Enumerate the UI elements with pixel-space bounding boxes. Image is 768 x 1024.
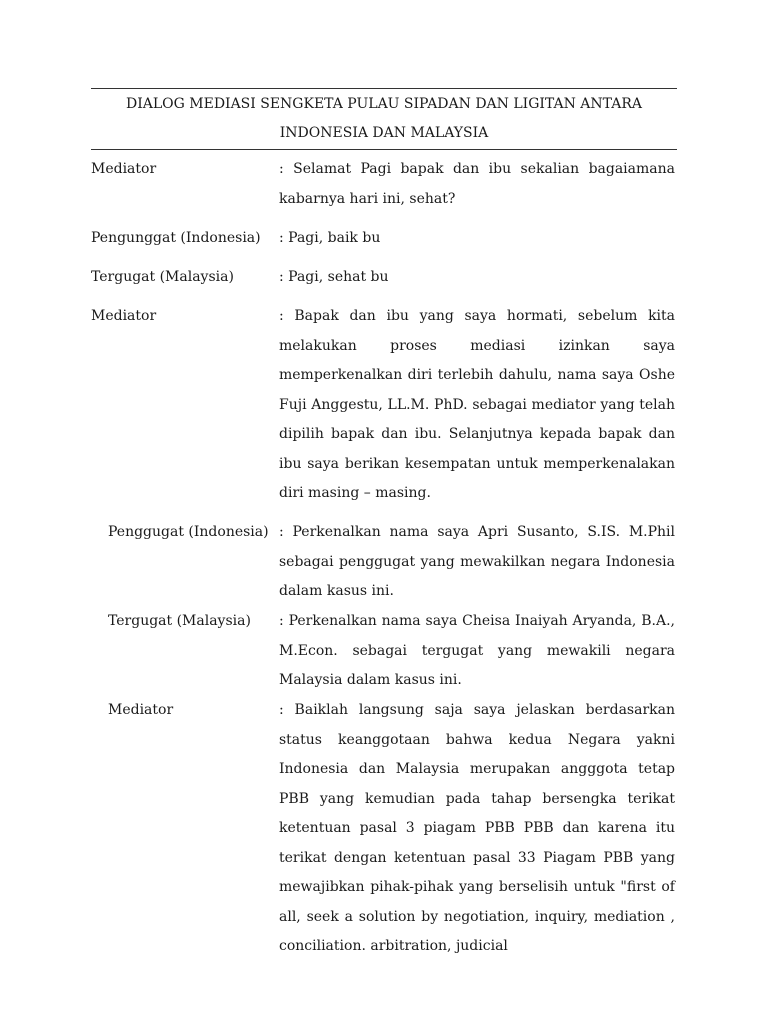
speaker-label: Mediator	[91, 161, 157, 177]
speech-text: : Pagi, baik bu	[279, 230, 381, 246]
title-bottom-rule	[91, 149, 677, 150]
speech-text: : Perkenalkan nama saya Cheisa Inaiyah Aryanda, B.A., M.Econ. sebagai tergugat yang mewakili negara Malaysia dalam kasus ini.	[279, 613, 675, 688]
speaker-label: Mediator	[91, 308, 157, 324]
document-title	[91, 90, 677, 148]
title-top-rule	[91, 88, 677, 89]
speech-text: : Baiklah langsung saja saya jelaskan berdasarkan status keanggotaan bahwa kedua Negara yakni Indonesia dan Malaysia merupakan angggota tetap PBB yang kemudian pada tahap bersengka terikat ketentuan pasal 3 piagam PBB PBB dan karena itu terikat dengan ketentuan pasal 33 Piagam PBB yang mewajibkan pihak-pihak yang berselisih untuk "first of all, seek a solution by negotiation, inquiry, mediation , conciliation. arbitration, judicial	[279, 702, 675, 954]
speech-text: : Selamat Pagi bapak dan ibu sekalian bagaiamana kabarnya hari ini, sehat?	[279, 161, 675, 207]
title-line-2: INDONESIA DAN MALAYSIA	[279, 125, 489, 141]
speaker-label: Tergugat (Malaysia)	[108, 613, 251, 629]
speaker-label: Tergugat (Malaysia)	[91, 269, 234, 285]
speech-text: : Pagi, sehat bu	[279, 269, 389, 285]
speech-text: : Bapak dan ibu yang saya hormati, sebelum kita melakukan proses mediasi izinkan saya memperkenalkan diri terlebih dahulu, nama saya Oshe Fuji Anggestu, LL.M. PhD. sebagai mediator yang telah dipilih bapak dan ibu. Selanjutnya kepada bapak dan ibu saya berikan kesempatan untuk memperkenalakan diri masing – masing.	[279, 308, 675, 501]
speaker-label: Penggugat (Indonesia)	[108, 524, 269, 540]
title-line-1: DIALOG MEDIASI SENGKETA PULAU SIPADAN DAN LIGITAN ANTARA	[125, 96, 642, 112]
speaker-label: Mediator	[108, 702, 174, 718]
speech-text: : Perkenalkan nama saya Apri Susanto, S.IS. M.Phil sebagai penggugat yang mewakilkan negara Indonesia dalam kasus ini.	[279, 524, 675, 599]
speaker-label: Pengunggat (Indonesia)	[91, 230, 261, 246]
